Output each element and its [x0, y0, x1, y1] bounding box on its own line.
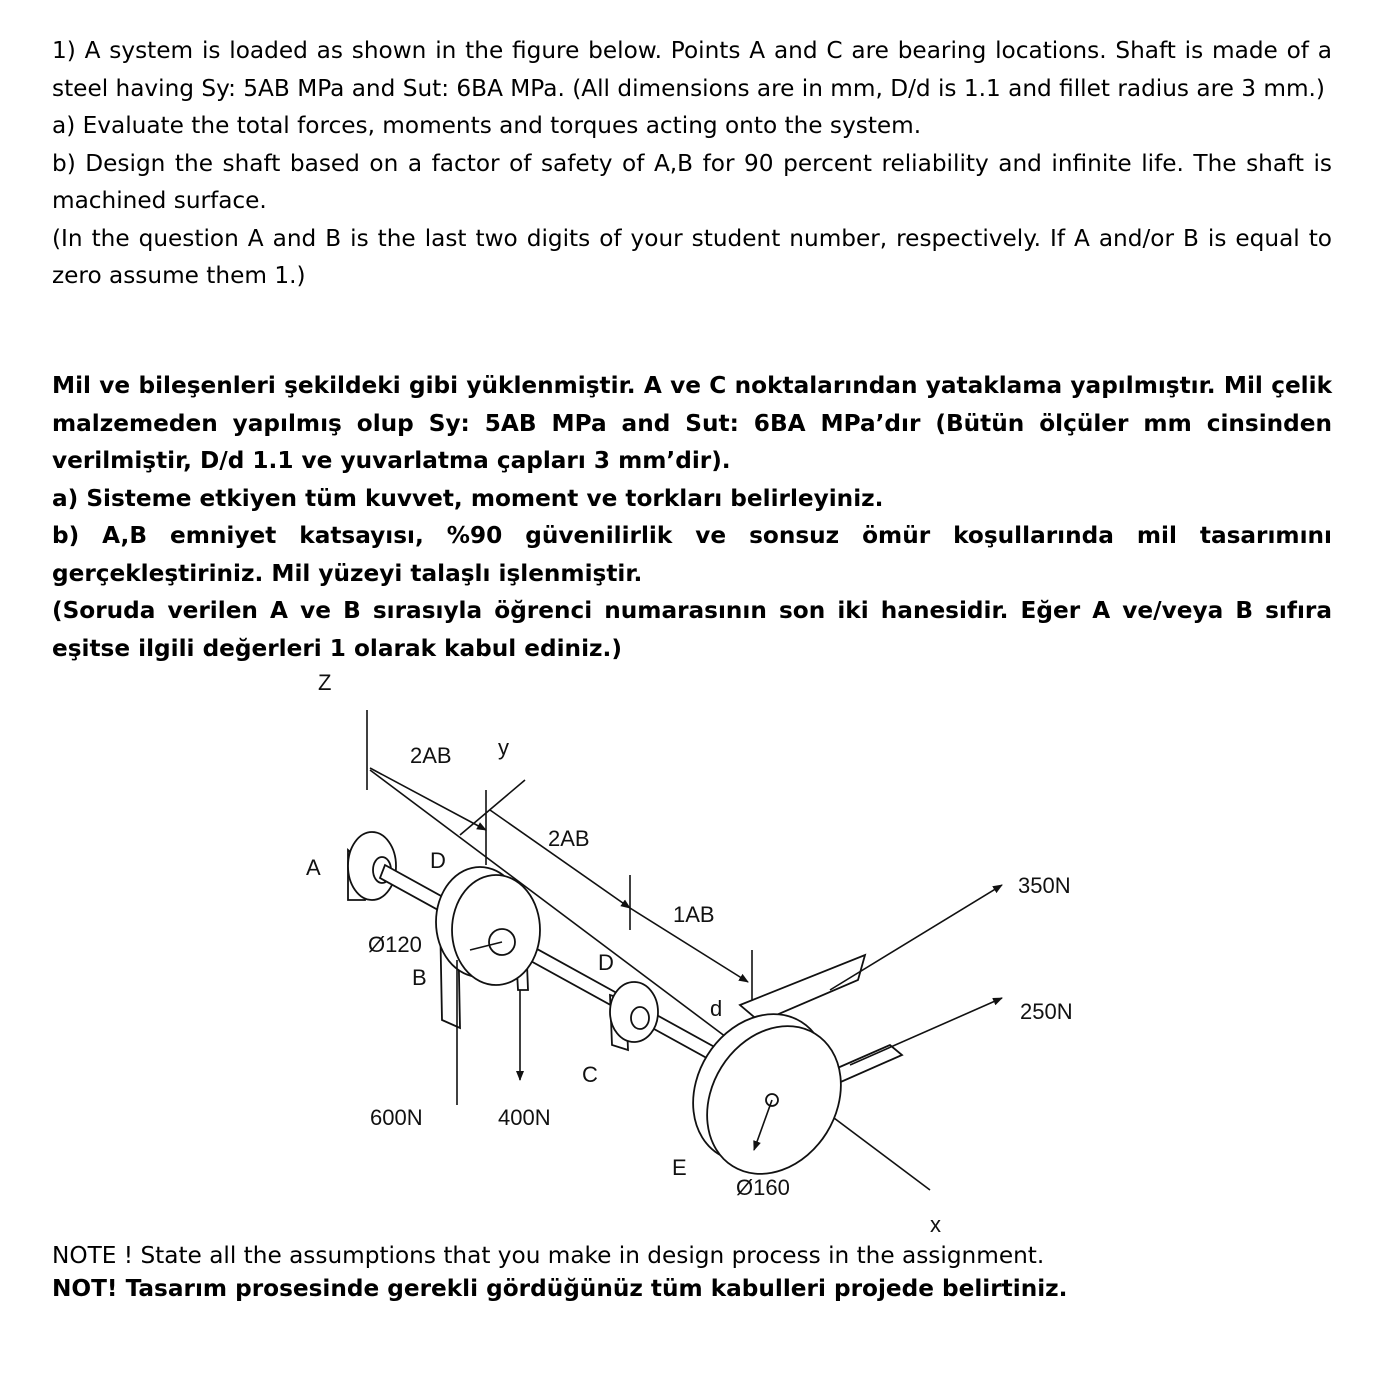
english-question — [52, 32, 1332, 295]
note-english: NOTE ! State all the assumptions that you make in design process in the assignment. — [52, 1242, 1045, 1269]
axis-z-label: Z — [318, 670, 332, 695]
label-d2: D — [598, 950, 614, 975]
english-intro: 1) A system is loaded as shown in the figure below. Points A and C are bearing locations. Shaft is made of a steel having Sy: 5AB MPa and Sut: 6BA MPa. (All dimensions are in mm, D/d is 1.1 and fillet radius are 3 mm.) — [52, 37, 1332, 102]
dim-2ab-mid-label: 2AB — [548, 826, 590, 851]
pulley-e — [666, 989, 868, 1199]
label-d-small: d — [710, 996, 723, 1021]
pulley-b — [436, 867, 540, 1028]
axis-y-label: y — [498, 735, 509, 760]
shaft-loading-figure — [290, 660, 1110, 1240]
bearing-a — [348, 832, 396, 900]
dim-2ab-top-label: 2AB — [410, 743, 452, 768]
turkish-intro: Mil ve bileşenleri şekildeki gibi yüklenmiştir. A ve C noktalarından yataklama yapılmıştır. Mil çelik malzemeden yapılmış olup Sy: 5AB MPa and Sut: 6BA MPa’dır (Bütün ölçüler mm cinsinden verilmiştir, D/d 1.1 ve yuvarlatma çapları 3 mm’dir). — [52, 372, 1332, 474]
arrow-250n — [850, 998, 1002, 1065]
dim-line-2ab-top — [370, 768, 486, 830]
english-note-ab: (In the question A and B is the last two digits of your student number, respectively. If A and/or B is equal to zero assume them 1.) — [52, 224, 1332, 289]
shaft — [380, 865, 723, 1062]
force-350n-label: 350N — [1018, 873, 1071, 898]
point-c-label: C — [582, 1062, 598, 1087]
turkish-part-a: a) Sisteme etkiyen tüm kuvvet, moment ve torkları belirleyiniz. — [52, 484, 884, 512]
english-part-b: b) Design the shaft based on a factor of safety of A,B for 90 percent reliability and infinite life. The shaft is machined surface. — [52, 149, 1332, 214]
diameter-160-label: Ø160 — [736, 1175, 790, 1200]
point-b-label: B — [412, 965, 427, 990]
force-400n-label: 400N — [498, 1105, 551, 1130]
point-a-label: A — [306, 855, 321, 880]
axis-x-label: x — [930, 1212, 941, 1237]
diameter-120-label: Ø120 — [368, 932, 422, 957]
bearing-c — [610, 982, 658, 1050]
turkish-note-ab: (Soruda verilen A ve B sırasıyla öğrenci numarasının son iki hanesidir. Eğer A ve/veya B sıfıra eşitse ilgili değerleri 1 olarak kabul ediniz.) — [52, 597, 1332, 662]
force-600n-label: 600N — [370, 1105, 423, 1130]
arrow-350n — [830, 885, 1002, 990]
label-d1: D — [430, 848, 446, 873]
turkish-question — [52, 367, 1332, 667]
note-turkish: NOT! Tasarım prosesinde gerekli gördüğünüz tüm kabulleri projede belirtiniz. — [52, 1275, 1068, 1302]
dim-1ab-label: 1AB — [673, 902, 715, 927]
english-part-a: a) Evaluate the total forces, moments and torques acting onto the system. — [52, 112, 922, 139]
point-e-label: E — [672, 1155, 687, 1180]
turkish-part-b: b) A,B emniyet katsayısı, %90 güvenilirlik ve sonsuz ömür koşullarında mil tasarımını gerçekleştiriniz. Mil yüzeyi talaşlı işlenmiştir. — [52, 522, 1332, 587]
force-250n-label: 250N — [1020, 999, 1073, 1024]
